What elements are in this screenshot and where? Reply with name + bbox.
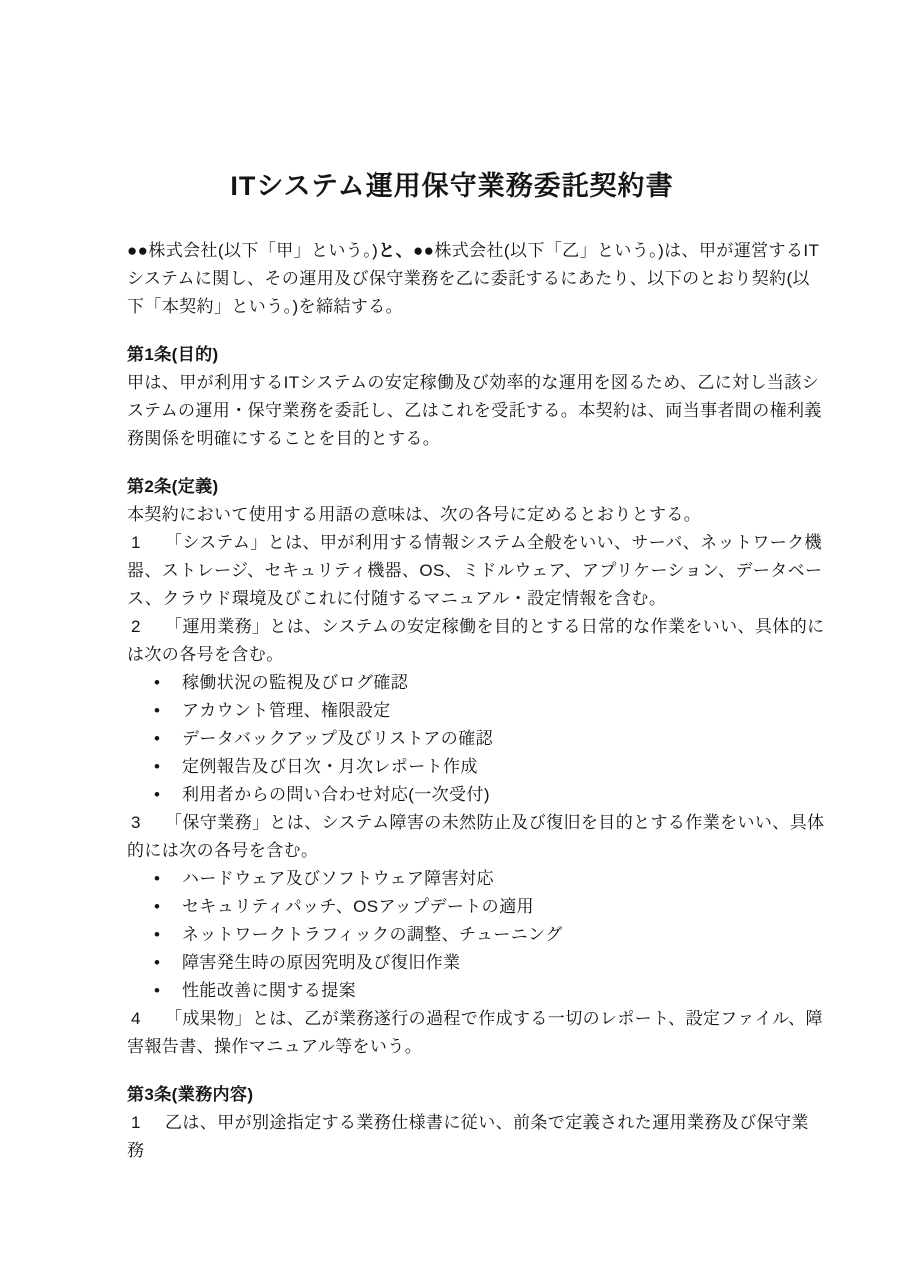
item-number: 2: [131, 617, 141, 636]
item-text: 「保守業務」とは、システム障害の未然防止及び復旧を目的とする作業をいい、具体的には次の各号を含む。: [127, 813, 825, 860]
bullet-item: • ネットワークトラフィックの調整、チューニング: [127, 921, 825, 949]
item-text: 「システム」とは、甲が利用する情報システム全般をいい、サーバ、ネットワーク機器、ストレージ、セキュリティ機器、OS、ミドルウェア、アプリケーション、データベース、クラウド環境及びこれに付随するマニュアル・設定情報を含む。: [127, 533, 823, 608]
operations-bullet-list: [127, 669, 825, 809]
preamble-continuation: ●●株式会社(以下「乙」という。)は、甲が運営するITシステムに関し、その運用及び保守業務を乙に委託するにあたり、以下のとおり契約(以下「本契約」という。)を締結する。: [127, 241, 820, 316]
definition-item-1: [127, 529, 825, 613]
definition-item-4: [127, 1005, 825, 1061]
bullet-item: • 稼働状況の監視及びログ確認: [127, 669, 825, 697]
bullet-item: • ハードウェア及びソフトウェア障害対応: [127, 865, 825, 893]
item-number: 1: [131, 533, 141, 552]
article-1-purpose: [127, 341, 825, 453]
definition-item-3: [127, 809, 825, 865]
preamble-paragraph: [127, 237, 825, 321]
bullet-item: • セキュリティパッチ、OSアップデートの適用: [127, 893, 825, 921]
item-text: 乙は、甲が別途指定する業務仕様書に従い、前条で定義された運用業務及び保守業務: [127, 1113, 809, 1160]
item-number: 3: [131, 813, 141, 832]
item-text: 「運用業務」とは、システムの安定稼働を目的とする日常的な作業をいい、具体的には次の各号を含む。: [127, 617, 825, 664]
bullet-item: • アカウント管理、権限設定: [127, 697, 825, 725]
article-3-heading: 第3条(業務内容): [127, 1085, 254, 1104]
preamble-party-a: ●●株式会社(以下「甲」という。): [127, 241, 379, 260]
article-2-heading: 第2条(定義): [127, 477, 219, 496]
item-text: 「成果物」とは、乙が業務遂行の過程で作成する一切のレポート、設定ファイル、障害報告書、操作マニュアル等をいう。: [127, 1009, 823, 1056]
bullet-item: • データバックアップ及びリストアの確認: [127, 725, 825, 753]
document-title: ITシステム運用保守業務委託契約書: [230, 171, 674, 201]
preamble-connector: と、: [378, 241, 413, 260]
bullet-item: • 利用者からの問い合わせ対応(一次受付): [127, 781, 825, 809]
bullet-item: • 定例報告及び日次・月次レポート作成: [127, 753, 825, 781]
article-1-heading: 第1条(目的): [127, 345, 219, 364]
item-number: 1: [131, 1113, 141, 1132]
article-3-scope-of-services: [127, 1081, 825, 1165]
item-number: 4: [131, 1009, 141, 1028]
definition-item-2: [127, 613, 825, 669]
document-body: [0, 237, 904, 1165]
bullet-item: • 性能改善に関する提案: [127, 977, 825, 1005]
bullet-item: • 障害発生時の原因究明及び復旧作業: [127, 949, 825, 977]
article-2-lead: 本契約において使用する用語の意味は、次の各号に定めるとおりとする。: [127, 505, 702, 524]
article-1-body: 甲は、甲が利用するITシステムの安定稼働及び効率的な運用を図るため、乙に対し当該システムの運用・保守業務を委託し、乙はこれを受託する。本契約は、両当事者間の権利義務関係を明確にすることを目的とする。: [127, 373, 822, 448]
article-2-definitions: [127, 473, 825, 1061]
article-3-item-1: [127, 1109, 825, 1165]
maintenance-bullet-list: [127, 865, 825, 1005]
